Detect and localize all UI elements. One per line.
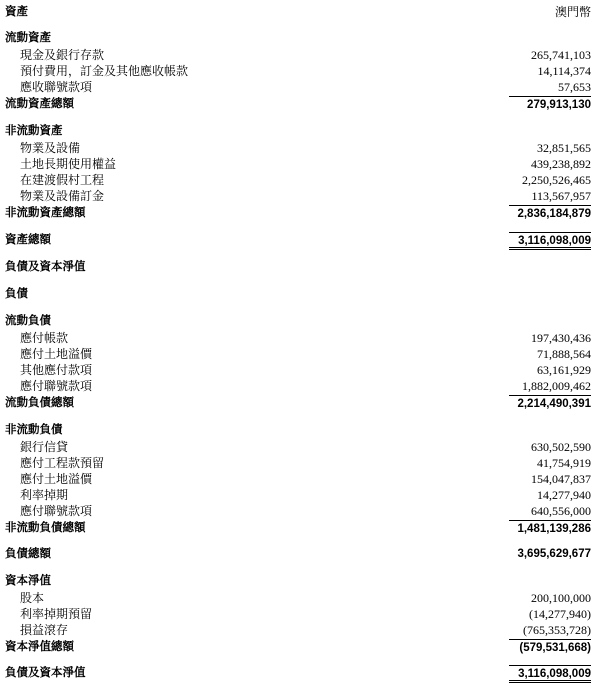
total-label: 資本淨值總額	[5, 641, 74, 653]
section-heading-row	[0, 422, 604, 438]
line-item-label: 利率掉期	[20, 488, 69, 502]
line-item-row	[0, 590, 604, 606]
line-item-amount: 63,161,929	[537, 363, 591, 377]
total-label: 資產總額	[5, 234, 51, 246]
line-item-amount: 57,653	[558, 80, 591, 94]
total-row	[0, 639, 604, 655]
line-item-row	[0, 503, 604, 519]
section-heading: 資產	[5, 6, 28, 18]
section-heading: 非流動負債	[5, 424, 63, 436]
line-item-label: 物業及設備訂金	[20, 189, 105, 203]
line-item-label: 應付工程款預留	[20, 456, 105, 470]
total-label: 非流動負債總額	[5, 522, 86, 534]
line-item-label: 應付聯號款項	[20, 379, 93, 393]
total-row	[0, 205, 604, 221]
section-heading-row	[0, 573, 604, 589]
total-amount: 1,481,139,286	[517, 523, 591, 535]
line-item-row	[0, 172, 604, 188]
total-label: 負債及資本淨值	[5, 667, 86, 679]
line-item-label: 應付土地溢價	[20, 472, 93, 486]
line-item-amount: 439,238,892	[531, 157, 591, 171]
line-item-label: 應付土地溢價	[20, 347, 93, 361]
line-item-label: 其他應付款項	[20, 363, 93, 377]
line-item-row	[0, 156, 604, 172]
line-item-label: 在建渡假村工程	[20, 173, 105, 187]
line-item-amount: 2,250,526,465	[522, 173, 591, 187]
line-item-label: 土地長期使用權益	[20, 157, 117, 171]
total-row	[0, 546, 604, 562]
total-amount: (579,531,668)	[519, 642, 591, 654]
line-item-label: 物業及設備	[20, 141, 81, 155]
line-item-row	[0, 439, 604, 455]
line-item-label: 損益滾存	[20, 623, 69, 637]
line-item-amount: 14,277,940	[537, 488, 591, 502]
line-item-amount: 640,556,000	[531, 504, 591, 518]
line-item-label: 預付費用，訂金及其他應收帳款	[20, 64, 189, 78]
total-amount: 3,116,098,009	[518, 668, 591, 680]
section-heading: 非流動資產	[5, 125, 63, 137]
line-item-row	[0, 330, 604, 346]
line-item-amount: 154,047,837	[531, 472, 591, 486]
total-amount: 2,214,490,391	[517, 398, 591, 410]
line-item-amount: 32,851,565	[537, 141, 591, 155]
section-heading: 流動資產	[5, 32, 51, 44]
line-item-label: 應付聯號款項	[20, 504, 93, 518]
line-item-row	[0, 63, 604, 79]
line-item-row	[0, 487, 604, 503]
line-item-row	[0, 455, 604, 471]
currency-label: 澳門幣	[554, 5, 591, 19]
total-row	[0, 232, 604, 248]
line-item-amount: 200,100,000	[531, 591, 591, 605]
line-item-row	[0, 622, 604, 638]
section-heading: 負債及資本淨值	[5, 261, 86, 273]
line-item-row	[0, 606, 604, 622]
section-heading-row	[0, 286, 604, 302]
section-heading-row	[0, 4, 604, 20]
line-item-row	[0, 471, 604, 487]
total-label: 流動資產總額	[5, 98, 74, 110]
section-heading: 流動負債	[5, 315, 51, 327]
total-amount: 3,695,629,677	[517, 548, 591, 560]
line-item-row	[0, 47, 604, 63]
total-row	[0, 665, 604, 681]
total-row	[0, 395, 604, 411]
line-item-label: 銀行信貸	[20, 440, 69, 454]
line-item-amount: 197,430,436	[531, 331, 591, 345]
line-item-amount: 630,502,590	[531, 440, 591, 454]
section-heading-row	[0, 313, 604, 329]
line-item-row	[0, 346, 604, 362]
line-item-label: 股本	[20, 591, 45, 605]
total-row	[0, 520, 604, 536]
total-label: 非流動資產總額	[5, 207, 86, 219]
line-item-row	[0, 79, 604, 95]
line-item-label: 應付帳款	[20, 331, 69, 345]
line-item-amount: 265,741,103	[531, 48, 591, 62]
total-amount: 3,116,098,009	[518, 235, 591, 247]
line-item-row	[0, 378, 604, 394]
line-item-label: 利率掉期預留	[20, 607, 93, 621]
line-item-amount: 14,114,374	[537, 64, 591, 78]
line-item-amount: (765,353,728)	[523, 623, 591, 637]
total-amount: 279,913,130	[527, 99, 591, 111]
line-item-amount: 41,754,919	[537, 456, 591, 470]
line-item-amount: 1,882,009,462	[522, 379, 591, 393]
line-item-row	[0, 188, 604, 204]
total-row	[0, 96, 604, 112]
line-item-amount: (14,277,940)	[529, 607, 591, 621]
line-item-label: 應收聯號款項	[20, 80, 93, 94]
section-heading: 資本淨值	[5, 575, 51, 587]
line-item-row	[0, 140, 604, 156]
section-heading: 負債	[5, 288, 28, 300]
line-item-amount: 113,567,957	[531, 189, 591, 203]
line-item-amount: 71,888,564	[537, 347, 591, 361]
section-heading-row	[0, 30, 604, 46]
line-item-row	[0, 362, 604, 378]
total-label: 負債總額	[5, 548, 51, 560]
section-heading-row	[0, 123, 604, 139]
line-item-label: 現金及銀行存款	[20, 48, 105, 62]
total-amount: 2,836,184,879	[517, 208, 591, 220]
section-heading-row	[0, 259, 604, 275]
total-label: 流動負債總額	[5, 397, 74, 409]
